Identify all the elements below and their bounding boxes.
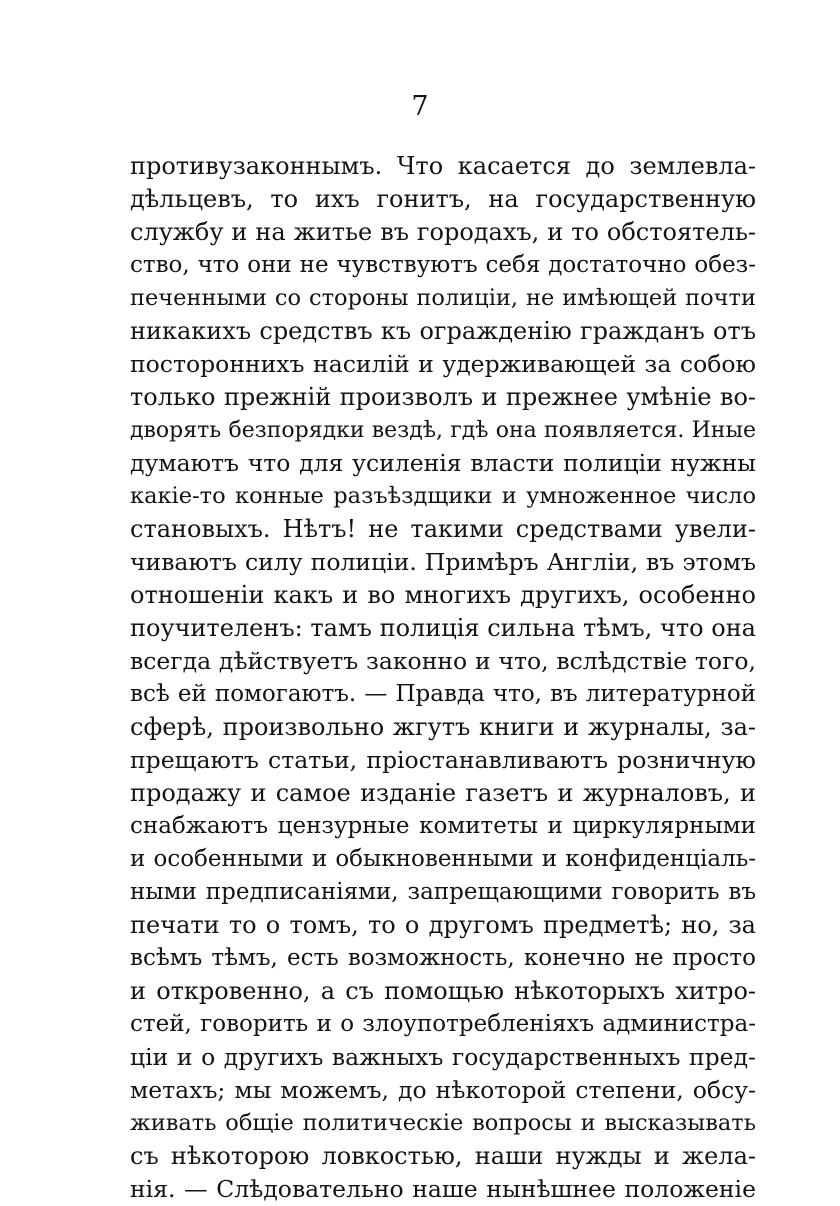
- text-line: постороннихъ насилій и удерживающей за собою: [130, 350, 756, 378]
- text-line: дворять безпорядки вездѣ, гдѣ она появляется. Иные: [130, 418, 756, 443]
- text-line: стей, говорить и о злоупотребленіяхъ администра-: [130, 1011, 756, 1037]
- text-line: съ нѣкоторою ловкостью, наши нужды и жела-: [130, 1142, 756, 1170]
- text-line: и особенными и обыкновенными и конфиденціаль-: [130, 846, 756, 872]
- text-line: дѣльцевъ, то ихъ гонитъ, на государственную: [130, 185, 756, 213]
- text-line: печенными со стороны полиціи, не имѣющей почти: [130, 285, 756, 311]
- text-line: какіе-то конные разъѣздщики и умноженное число: [130, 483, 756, 509]
- text-line: службу и на житье въ городахъ, и то обстоятель-: [130, 218, 756, 246]
- text-line: поучителенъ: тамъ полиція сильна тѣмъ, что она: [130, 614, 756, 642]
- body-text: [130, 150, 756, 1206]
- text-line: ціи и о другихъ важныхъ государственныхъ пред-: [130, 1043, 756, 1071]
- text-line: чиваютъ силу полиціи. Примѣръ Англіи, въ этомъ: [130, 548, 756, 576]
- text-line: отношеніи какъ и во многихъ другихъ, особенно: [130, 581, 756, 609]
- text-line: снабжаютъ цензурные комитеты и циркулярными: [130, 813, 756, 839]
- text-line: продажу и самое изданіе газетъ и журналовъ, и: [130, 779, 756, 807]
- text-line: прещаютъ статьи, пріостанавливаютъ розничную: [130, 746, 756, 774]
- text-line: живать общіе политическіе вопросы и высказывать: [130, 1110, 756, 1136]
- text-line: только прежній произволъ и прежнее умѣніе во-: [130, 383, 756, 411]
- text-line: никакихъ средствъ къ огражденію гражданъ отъ: [130, 317, 756, 345]
- page-number: 7: [411, 91, 429, 122]
- text-line: всѣ ей помогаютъ. — Правда что, въ литературной: [130, 681, 756, 707]
- text-line: всѣмъ тѣмъ, есть возможность, конечно не просто: [130, 945, 756, 971]
- text-line: метахъ; мы можемъ, до нѣкоторой степени, обсу-: [130, 1076, 756, 1104]
- text-line: и откровенно, а съ помощью нѣкоторыхъ хитро-: [130, 977, 756, 1005]
- text-line: сферѣ, произвольно жгутъ книги и журналы, за-: [130, 713, 756, 741]
- text-line: ными предписаніями, запрещающими говорить въ: [130, 879, 756, 905]
- text-line: ство, что они не чувствуютъ себя достаточно обез-: [130, 252, 756, 278]
- text-line: становыхъ. Нѣтъ! не такими средствами увели-: [130, 515, 756, 543]
- text-line: нія. — Слѣдовательно наше нынѣшнее положеніе: [130, 1175, 756, 1203]
- text-line: думаютъ что для усиленія власти полиціи нужны: [130, 449, 756, 477]
- text-line: печати то о томъ, то о другомъ предметѣ; но, за: [130, 911, 756, 939]
- text-line: всегда дѣйствуетъ законно и что, вслѣдствіе того,: [130, 647, 756, 675]
- text-line: противузаконнымъ. Что касается до землевла-: [130, 152, 756, 180]
